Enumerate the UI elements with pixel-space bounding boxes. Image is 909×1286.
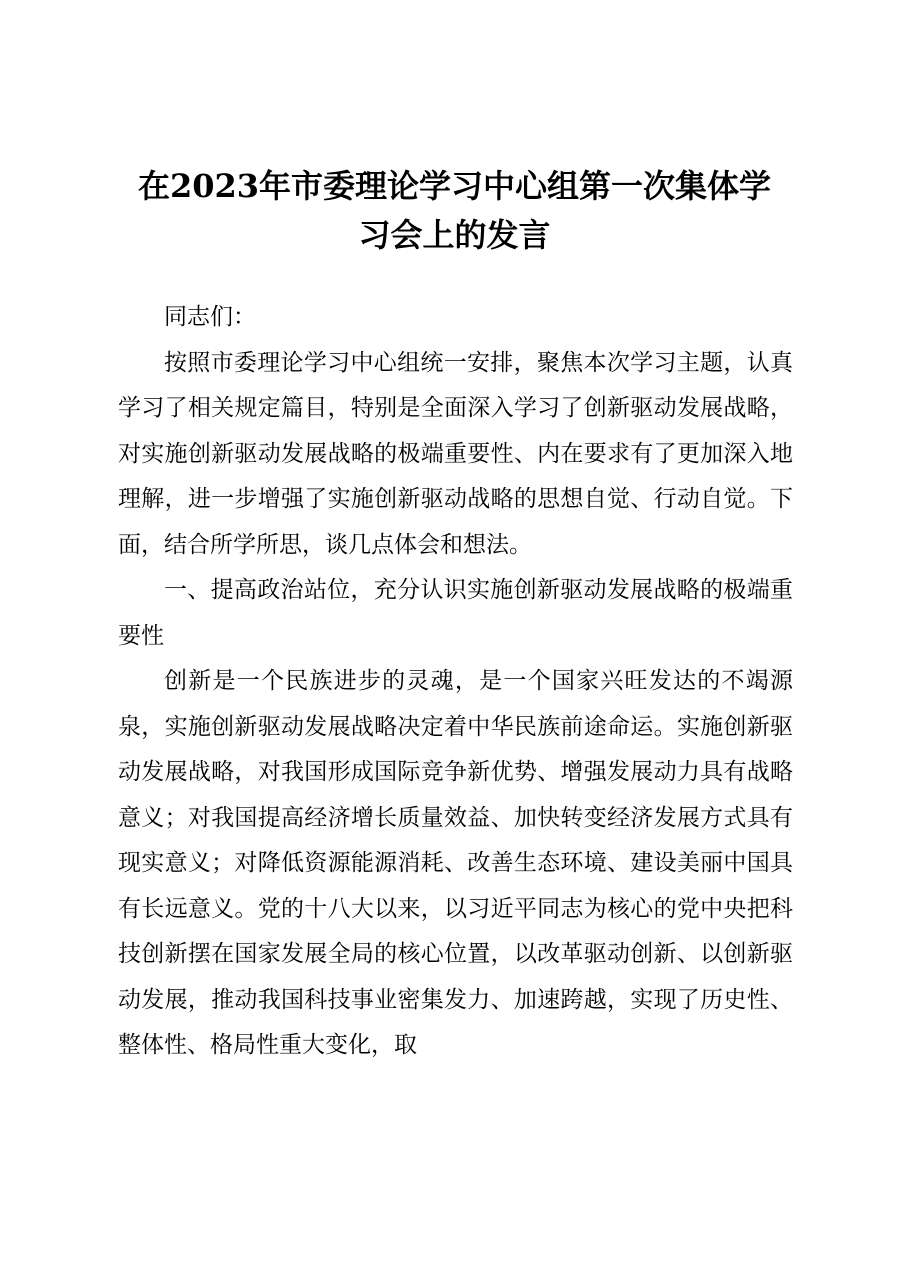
- document-title: [118, 162, 791, 260]
- salutation: 同志们：: [164, 304, 256, 330]
- body-paragraph: 创新是一个民族进步的灵魂，是一个国家兴旺发达的不竭源泉，实施创新驱动发展战略决定着中华民族前途命运。实施创新驱动发展战略，对我国形成国际竞争新优势、增强发展动力具有战略意义；对我国提高经济增长质量效益、加快转变经济发展方式具有现实意义；对降低资源能源消耗、改善生态环境、建设美丽中国具有长远意义。党的十八大以来，以习近平同志为核心的党中央把科技创新摆在国家发展全局的核心位置，以改革驱动创新、以创新驱动发展，推动我国科技事业密集发力、加速跨越，实现了历史性、整体性、格局性重大变化，取: [118, 668, 793, 1058]
- intro-paragraph: 按照市委理论学习中心组统一安排，聚焦本次学习主题，认真学习了相关规定篇目，特别是全面深入学习了创新驱动发展战略，对实施创新驱动发展战略的极端重要性、内在要求有了更加深入地理解，进一步增强了实施创新驱动战略的思想自觉、行动自觉。下面，结合所学所思，谈几点体会和想法。: [118, 349, 793, 558]
- title-line-1: 在2023年市委理论学习中心组第一次集体学: [137, 167, 772, 205]
- document-body: [118, 295, 793, 1069]
- title-line-2: 习会上的发言: [358, 216, 551, 254]
- section-heading-1: 一、提高政治站位，充分认识实施创新驱动发展战略的极端重要性: [118, 577, 793, 649]
